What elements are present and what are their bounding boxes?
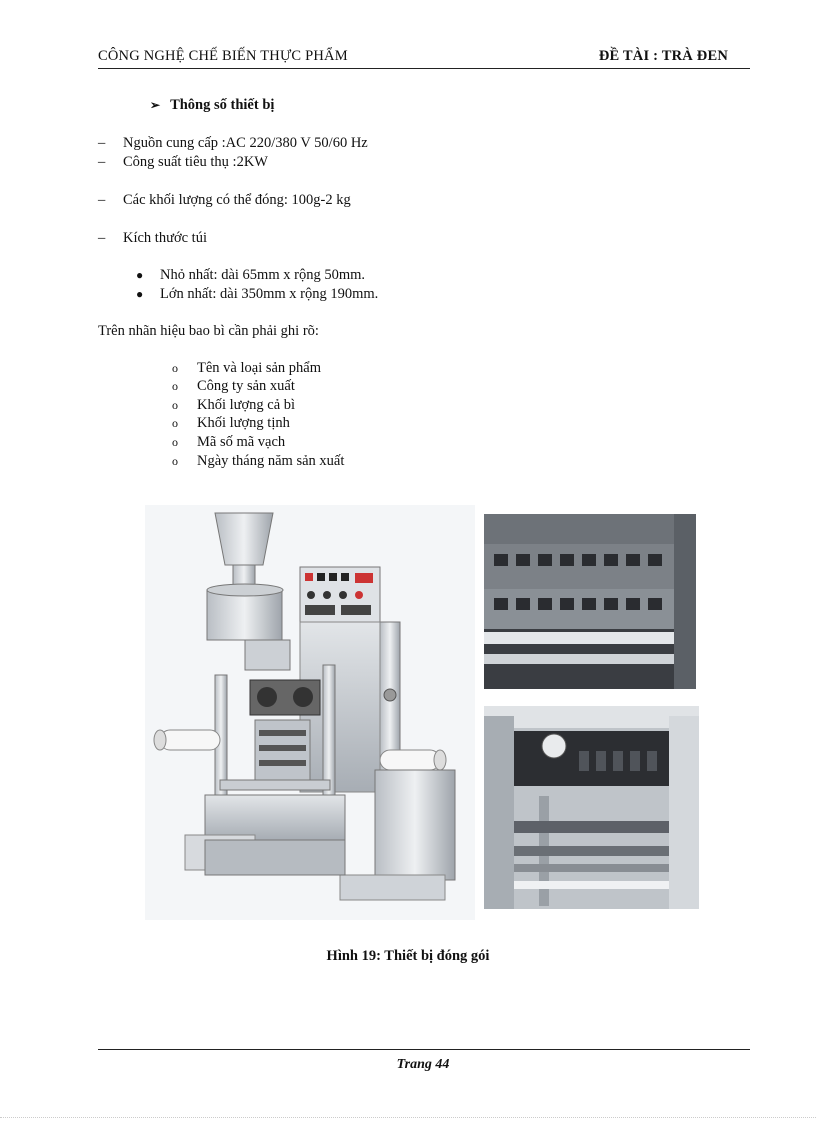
spec-text: Các khối lượng có thể đóng: 100g-2 kg <box>123 192 351 208</box>
header-topic-title: ĐỀ TÀI : TRÀ ĐEN <box>598 48 728 64</box>
spec-text: Công suất tiêu thụ :2KW <box>123 154 268 170</box>
dash-marker: – <box>98 230 106 246</box>
circle-bullet-icon: o <box>172 361 178 375</box>
footer-divider <box>98 1049 750 1050</box>
label-list-item <box>172 415 290 432</box>
section-heading <box>150 97 274 114</box>
label-list-text: Khối lượng tịnh <box>197 415 290 431</box>
section-heading-text: Thông số thiết bị <box>170 97 275 113</box>
circle-bullet-icon: o <box>172 416 178 430</box>
forming-unit-closeup-photo <box>484 706 699 909</box>
bag-size-text: Nhỏ nhất: dài 65mm x rộng 50mm. <box>160 267 365 283</box>
spec-text: Kích thước túi <box>123 230 207 246</box>
bullet-dot-icon: ● <box>136 287 144 301</box>
header-divider <box>98 68 750 69</box>
label-list-text: Mã số mã vạch <box>197 434 286 450</box>
circle-bullet-icon: o <box>172 454 178 468</box>
spec-item <box>98 135 368 152</box>
header-course-title: CÔNG NGHỆ CHẾ BIẾN THỰC PHẨM <box>98 48 348 64</box>
bag-size-item <box>136 267 365 284</box>
label-list-item <box>172 397 295 414</box>
page-header <box>98 48 750 68</box>
arrow-bullet-icon: ➢ <box>150 98 161 112</box>
label-list-text: Ngày tháng năm sản xuất <box>197 453 345 469</box>
circle-bullet-icon: o <box>172 398 178 412</box>
label-list-item <box>172 360 321 377</box>
bag-size-item <box>136 286 378 303</box>
bullet-dot-icon: ● <box>136 268 144 282</box>
sealing-roller-closeup-photo <box>484 514 696 689</box>
label-list-text: Khối lượng cả bì <box>197 397 296 413</box>
figure-caption: Hình 19: Thiết bị đóng gói <box>326 948 490 964</box>
dash-marker: – <box>98 135 106 151</box>
label-list-item <box>172 378 295 395</box>
spec-item <box>98 230 207 247</box>
dash-marker: – <box>98 192 106 208</box>
dash-marker: – <box>98 154 106 170</box>
label-intro-paragraph: Trên nhãn hiệu bao bì cần phải ghi rõ: <box>98 323 319 339</box>
spec-item <box>98 154 268 171</box>
page-bottom-border <box>0 1117 816 1118</box>
label-list-item <box>172 453 344 470</box>
circle-bullet-icon: o <box>172 379 178 393</box>
spec-text: Nguồn cung cấp :AC 220/380 V 50/60 Hz <box>123 135 368 151</box>
bag-size-text: Lớn nhất: dài 350mm x rộng 190mm. <box>160 286 379 302</box>
spec-item <box>98 192 351 209</box>
packaging-machine-photo <box>145 505 475 920</box>
label-list-item <box>172 434 285 451</box>
page-number: Trang 44 <box>396 1057 450 1072</box>
label-list-text: Công ty sản xuất <box>197 378 295 394</box>
circle-bullet-icon: o <box>172 435 178 449</box>
label-list-text: Tên và loại sản phẩm <box>197 360 322 376</box>
